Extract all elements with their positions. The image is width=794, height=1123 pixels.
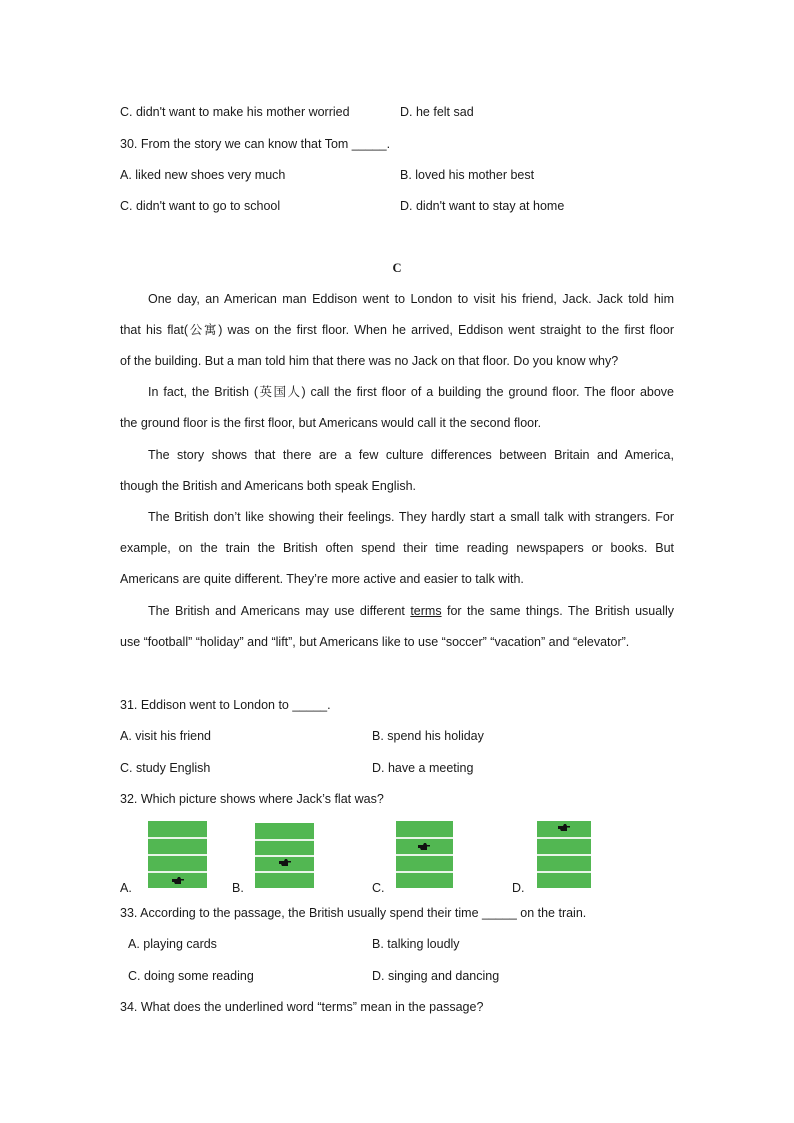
q30-option-a: A. liked new shoes very much xyxy=(120,168,286,182)
passage-line: The British and Americans may use different terms for the same things. The British usually xyxy=(148,604,674,618)
q31-question: 31. Eddison went to London to _____. xyxy=(120,698,331,712)
building-picture-c xyxy=(396,821,453,888)
q29-option-d: D. he felt sad xyxy=(400,105,474,119)
q33-option-d: D. singing and dancing xyxy=(372,969,500,983)
q31-option-c: C. study English xyxy=(120,761,211,775)
pointing-hand-icon xyxy=(172,876,184,885)
passage-line: the ground floor is the first floor, but Americans would call it the second floor. xyxy=(120,416,542,430)
passage-paragraph-1 xyxy=(120,284,674,377)
q30-question: 30. From the story we can know that Tom _____. xyxy=(120,137,391,151)
q33-option-a: A. playing cards xyxy=(128,937,217,951)
passage-line: One day, an American man Eddison went to London to visit his friend, Jack. Jack told him xyxy=(148,292,674,306)
passage-paragraph-5 xyxy=(120,596,674,658)
passage-paragraph-4 xyxy=(120,502,674,595)
q30-option-b: B. loved his mother best xyxy=(400,168,535,182)
q33-option-c: C. doing some reading xyxy=(128,969,254,983)
passage-line: Americans are quite different. They’re more active and easier to talk with. xyxy=(120,572,524,586)
building-picture-b xyxy=(255,823,314,888)
picture-label-a: A. xyxy=(120,881,132,895)
picture-label-b: B. xyxy=(232,881,244,895)
passage-line: The British don’t like showing their feelings. They hardly start a small talk with strangers. For xyxy=(148,510,674,524)
building-picture-a xyxy=(148,821,207,888)
q33-question: 33. According to the passage, the British usually spend their time _____ on the train. xyxy=(120,906,587,920)
q34-question: 34. What does the underlined word “terms” mean in the passage? xyxy=(120,1000,484,1014)
passage-line: The story shows that there are a few culture differences between Britain and America, xyxy=(148,448,674,462)
section-heading: C xyxy=(392,261,402,275)
passage-line: though the British and Americans both speak English. xyxy=(120,479,417,493)
q31-option-b: B. spend his holiday xyxy=(372,729,484,743)
q30-option-c: C. didn't want to go to school xyxy=(120,199,281,213)
pointing-hand-icon xyxy=(279,858,291,867)
picture-label-c: C. xyxy=(372,881,385,895)
underlined-word-terms: terms xyxy=(410,604,442,618)
q31-option-a: A. visit his friend xyxy=(120,729,212,743)
passage-paragraph-3 xyxy=(120,440,674,502)
passage-line: example, on the train the British often spend their time reading newspapers or books. But xyxy=(120,541,674,555)
passage-paragraph-2 xyxy=(120,377,674,439)
passage-line: In fact, the British (英国人) call the first floor of a building the ground floor. The floor above xyxy=(148,385,674,399)
q30-option-d: D. didn't want to stay at home xyxy=(400,199,565,213)
q32-question: 32. Which picture shows where Jack’s flat was? xyxy=(120,792,384,806)
picture-label-d: D. xyxy=(512,881,525,895)
passage-line: of the building. But a man told him that there was no Jack on that floor. Do you know why? xyxy=(120,354,619,368)
q29-option-c: C. didn't want to make his mother worried xyxy=(120,105,350,119)
pointing-hand-icon xyxy=(418,842,430,851)
q33-option-b: B. talking loudly xyxy=(372,937,460,951)
q31-option-d: D. have a meeting xyxy=(372,761,474,775)
passage-line: use “football” “holiday” and “lift”, but Americans like to use “soccer” “vacation” and “elevator”. xyxy=(120,635,630,649)
pointing-hand-icon xyxy=(558,823,570,832)
building-picture-d xyxy=(537,821,591,888)
passage-line: that his flat(公寓) was on the first floor. When he arrived, Eddison went straight to the first floor xyxy=(120,323,674,337)
